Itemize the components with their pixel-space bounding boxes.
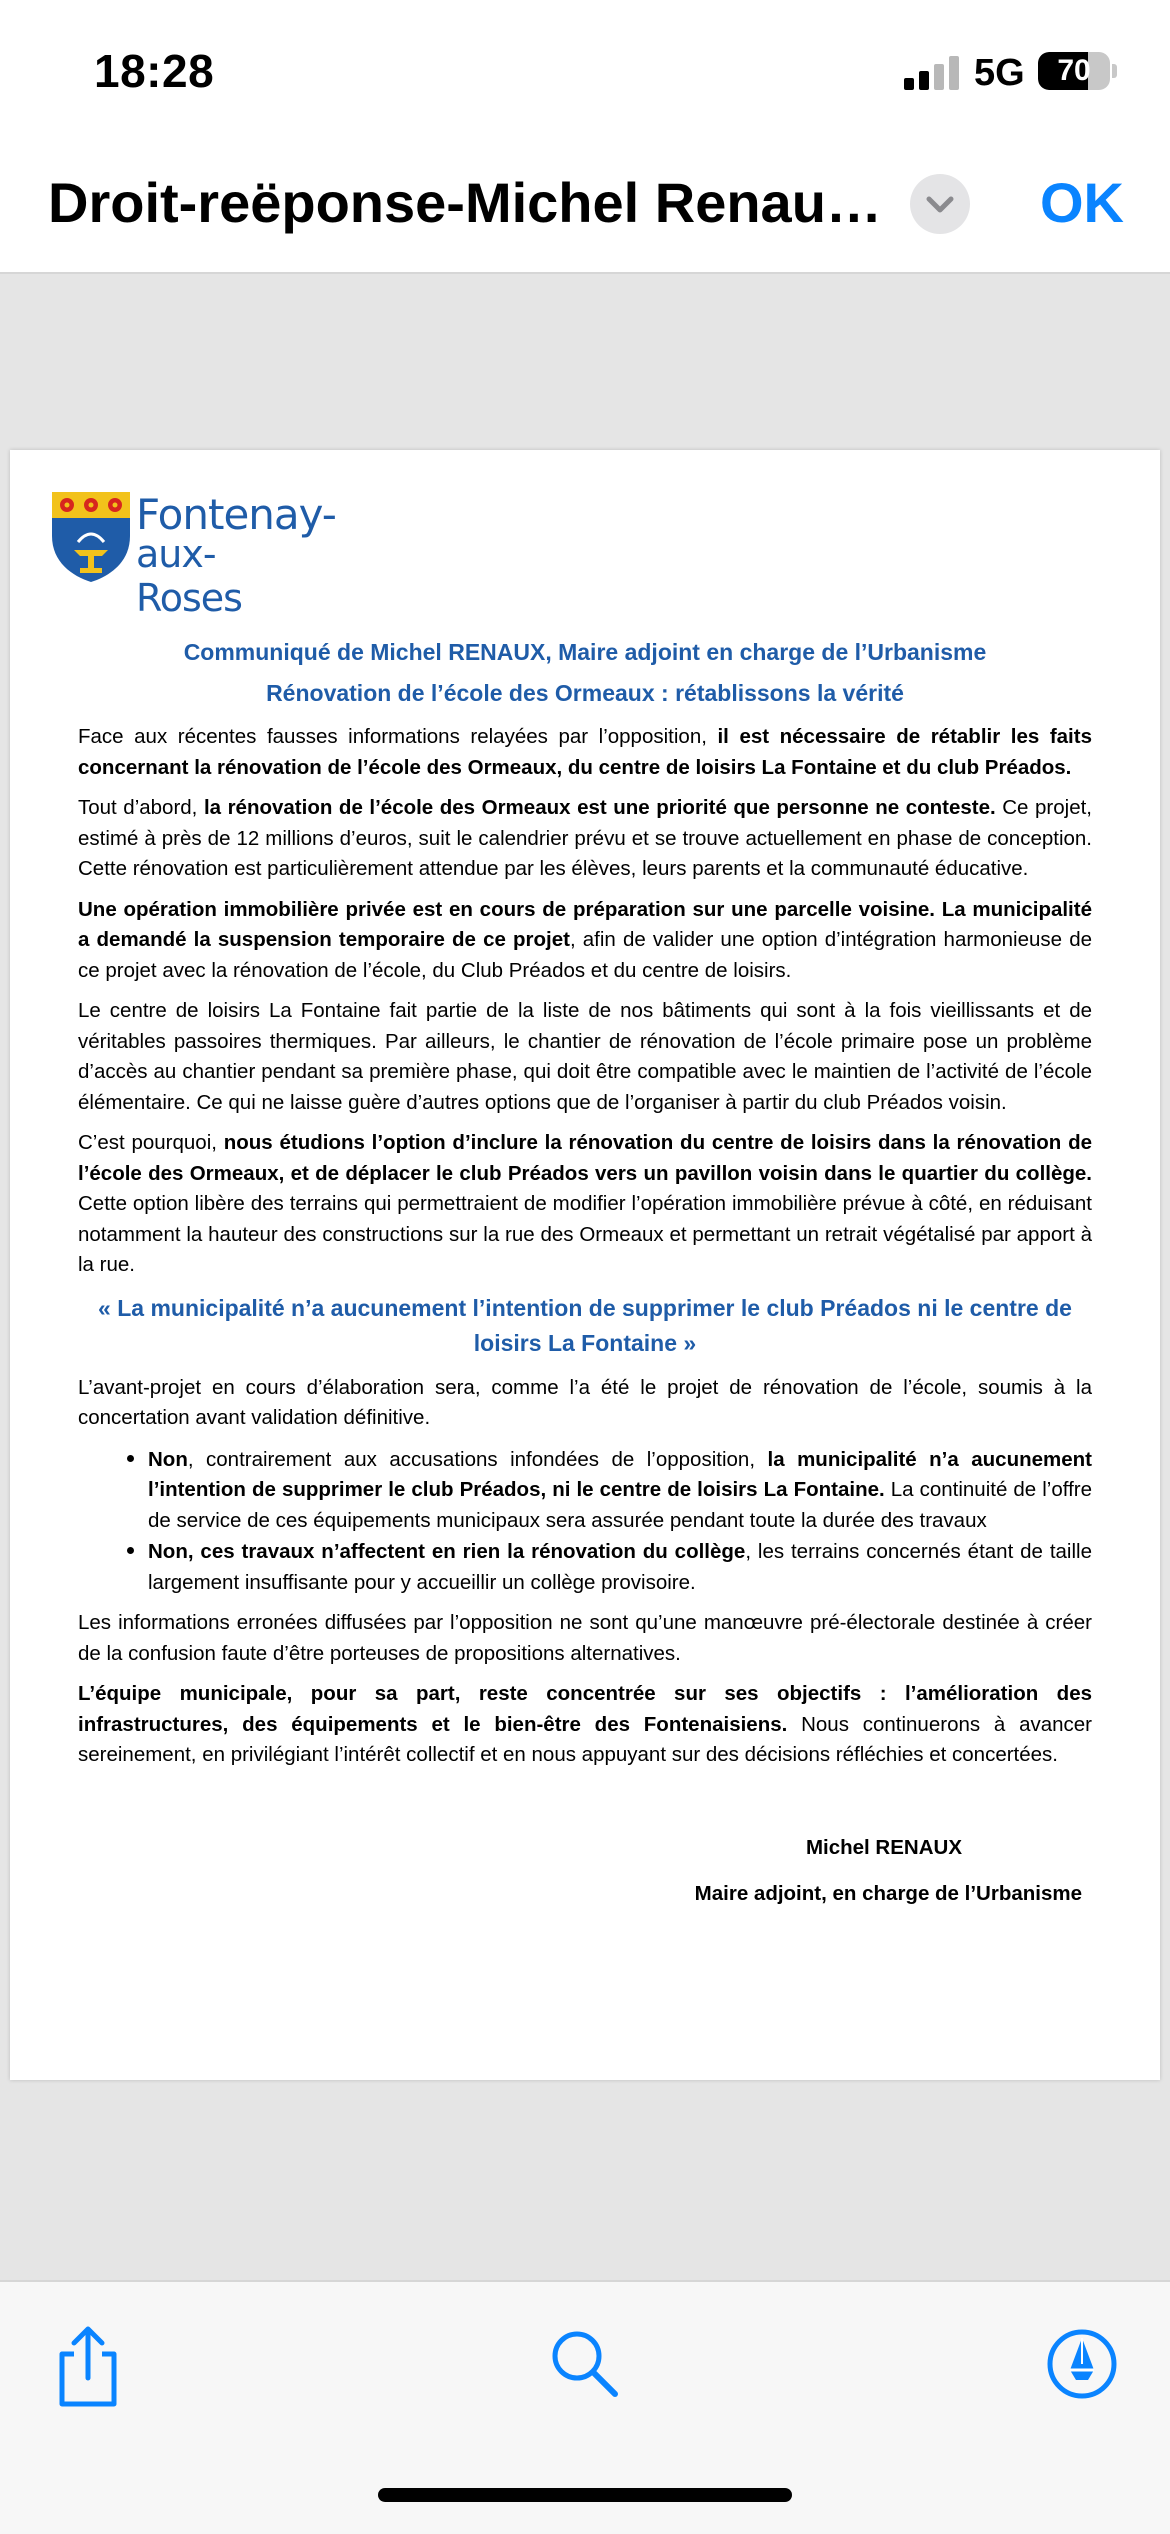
text-run: , contrairement aux accusations infondées de l’opposition,: [187, 1447, 768, 1471]
bullet-list: [78, 1444, 1092, 1599]
text-run: C’est pourquoi,: [78, 1131, 224, 1154]
nav-bar: [0, 140, 1170, 274]
markup-button[interactable]: [1042, 2324, 1122, 2404]
document-title[interactable]: Droit-reëponse-Michel Renau…: [48, 171, 882, 234]
paragraph-6: L’avant-projet en cours d’élaboration sera, comme l’a été le projet de rénovation de l’école, soumis à la concertation avant validation définitive.: [78, 1375, 1092, 1429]
paragraph-8: [78, 1679, 1092, 1771]
document-body: [78, 632, 1092, 1910]
share-button[interactable]: [48, 2324, 128, 2404]
chevron-down-icon: [924, 190, 956, 218]
paragraph-1: [78, 722, 1092, 783]
paragraph-3: [78, 895, 1092, 987]
share-icon: [48, 2324, 128, 2410]
search-button[interactable]: [545, 2324, 625, 2404]
signature-name: Michel RENAUX: [805, 1835, 962, 1859]
bold-text-run: il est nécessaire de rétablir les faits concernant la rénovation de l’école des Ormeaux, du centre de loisirs La Fontaine et du club Préados.: [78, 725, 1092, 779]
text-run: Face aux récentes fausses informations relayées par l’opposition,: [78, 725, 718, 748]
coat-of-arms-icon: [50, 490, 132, 584]
document-heading: [78, 632, 1092, 714]
bold-text-run: L’équipe municipale, pour sa part, reste concentrée sur ses objectifs : l’amélioration des infrastructures, des équipements et le bien-être des Fontenaisiens.: [78, 1682, 1092, 1736]
text-run: La continuité de l’offre de service de ces équipements municipaux sera assurée pendant toute la durée des travaux: [148, 1478, 1092, 1532]
text-run: Cette option libère des terrains qui permettraient de modifier l’opération immobilière prévue à côté, en réduisant notamment la hauteur des constructions sur la rue des Ormeaux et permettant un retrait végétalisé par apport à la rue.: [78, 1192, 1092, 1276]
markup-pen-icon: [1042, 2324, 1122, 2404]
paragraph-4: Le centre de loisirs La Fontaine fait partie de la liste de nos bâtiments qui sont à la fois vieillissants et de véritables passoires thermiques. Par ailleurs, le chantier de rénovation de l’école primaire pose un problème d’accès au chantier pendant sa première phase, qui doit être compatible avec le maintien de l’activité de l’école élémentaire. Ce qui ne laisse guère d’autres options que de l’organiser à partir du club Préados voisin.: [78, 999, 1092, 1114]
search-icon: [545, 2324, 625, 2404]
bold-text-run: Non, ces travaux n’affectent en rien la rénovation du collège: [148, 1540, 746, 1563]
city-logo: [50, 490, 336, 620]
home-indicator[interactable]: [378, 2488, 792, 2502]
paragraph-7: Les informations erronées diffusées par l’opposition ne sont qu’une manœuvre pré-électorale destinée à créer de la confusion faute d’être porteuses de propositions alternatives.: [78, 1611, 1092, 1665]
battery-icon: [1038, 52, 1110, 90]
text-run: , afin de valider une option d’intégration harmonieuse de ce projet avec la rénovation de l’école, du Club Préados et du centre de loisirs.: [78, 928, 1092, 982]
battery-cap: [1112, 64, 1117, 78]
logo-text-line1: Fontenay-: [136, 490, 336, 539]
signal-strength-icon: [904, 56, 962, 90]
status-bar: [0, 0, 1170, 140]
ok-button[interactable]: OK: [1040, 171, 1124, 234]
list-item: [148, 1536, 1092, 1598]
paragraph-2: [78, 793, 1092, 885]
bold-text-run: nous étudions l’option d’inclure la rénovation du centre de loisirs dans la rénovation de l’école des Ormeaux, et de déplacer le club Préados vers un pavillon voisin dans le quartier du collège.: [78, 1131, 1092, 1185]
battery-level: 70: [1057, 54, 1091, 87]
heading-line2: Rénovation de l’école des Ormeaux : rétablissons la vérité: [266, 680, 904, 706]
bold-text-run: la municipalité n’a aucunement l’intention de supprimer le club Préados, ni le centre de loisirs La Fontaine.: [148, 1447, 1092, 1501]
list-item: [148, 1444, 1092, 1537]
logo-text-line2: aux-Roses: [136, 532, 242, 620]
bold-text-run: la rénovation de l’école des Ormeaux est une priorité que personne ne conteste.: [203, 796, 996, 819]
bold-text-run: Non: [148, 1447, 188, 1471]
title-menu-button[interactable]: [910, 174, 970, 234]
text-run: Nous continuerons à avancer sereinement, en privilégiant l’intérêt collectif et en nous appuyant sur des décisions réfléchies et concertées.: [78, 1712, 1092, 1766]
pull-quote: « La municipalité n’a aucunement l’intention de supprimer le club Préados ni le centre de loisirs La Fontaine »: [98, 1294, 1072, 1356]
paragraph-5: [78, 1128, 1092, 1281]
bold-text-run: Une opération immobilière privée est en cours de préparation sur une parcelle voisine. La municipalité a demandé la suspension temporaire de ce projet: [78, 897, 1092, 951]
document-page: [10, 450, 1160, 2080]
status-time: 18:28: [94, 45, 215, 97]
document-viewer[interactable]: [0, 274, 1170, 2280]
network-type: 5G: [974, 52, 1025, 94]
signature-title: Maire adjoint, en charge de l’Urbanisme: [694, 1882, 1082, 1905]
text-run: , les terrains concernés étant de taille largement insuffisante pour y accueillir un collège provisoire.: [148, 1540, 1092, 1594]
heading-line1: Communiqué de Michel RENAUX, Maire adjoint en charge de l’Urbanisme: [183, 639, 987, 665]
text-run: Tout d’abord,: [78, 796, 204, 819]
text-run: Ce projet, estimé à près de 12 millions d’euros, suit le calendrier prévu et se trouve actuellement en phase de conception. Cette rénovation est particulièrement attendue par les élèves, leurs parents et la communauté éducative.: [78, 796, 1092, 880]
